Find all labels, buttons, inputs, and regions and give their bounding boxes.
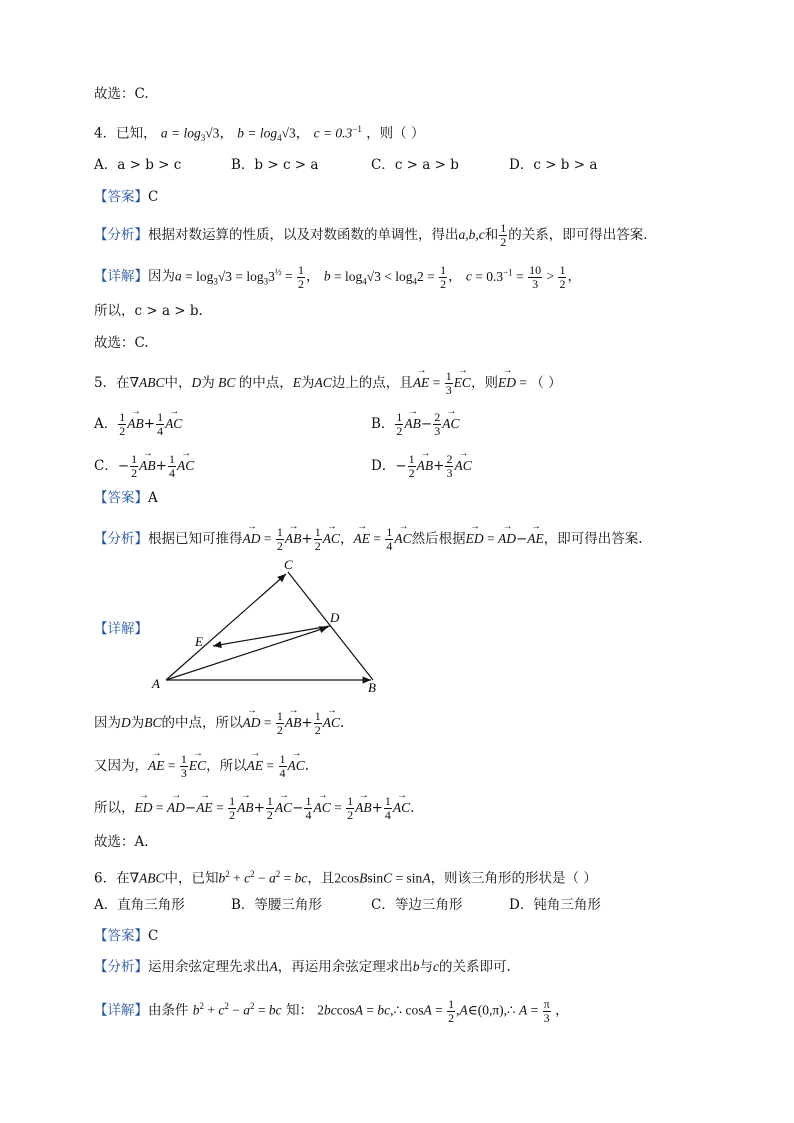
detail-4: 【详解】因为$a = \log_3√3 = \log_33^{\frac{1}{2}}$ = $\frac{1}{2}$ ， $b = \log_4√3 < \log_42$ = $\frac{1}{2}$ ， $c = 0.3^{-1}$ = $\frac{10}{3}$ > $\frac{1}{2}$ ， [94, 262, 581, 291]
option-c: C．等边三角形 [371, 897, 463, 913]
vector-ac [166, 574, 286, 680]
vector-ad [166, 627, 328, 680]
option-d: D．钝角三角形 [509, 897, 601, 913]
option-b: B． $\frac{1}{2}$ → AB− $\frac{2}{3}$ → AC [371, 411, 460, 438]
question-5: 5．在∇ABC中，D为 BC 的中点，E为AC边上的点，且→ AE = $\frac{1}{3}$ → EC，则→ ED = （ ） [94, 370, 562, 397]
select-4: 故选：C. [94, 335, 149, 351]
option-c: C．− $\frac{1}{2}$ → AB+ $\frac{1}{4}$ → AC [94, 453, 194, 480]
answer-4: 【答案】C [94, 189, 159, 205]
conclusion-4: 所以，c > a > b. [94, 303, 203, 319]
answer-select-line: 故选：C. [94, 86, 149, 102]
detail-5-tag: 【详解】 [94, 621, 148, 637]
detail-5-line2: 又因为，→ AE = $\frac{1}{3}$ → EC，所以→ AE = $\frac{1}{4}$ → AC. [94, 753, 309, 780]
analysis-6: 【分析】运用余弦定理先求出A，再运用余弦定理求出b与c的关系即可. [94, 959, 511, 975]
option-a: A．a > b > c [94, 157, 182, 173]
option-a: A．直角三角形 [94, 897, 185, 913]
label-d: D [330, 610, 340, 625]
detail-5-line1: 因为D为BC的中点，所以→ AD = $\frac{1}{2}$ → AB+ $\frac{1}{2}$ → AC. [94, 710, 344, 737]
analysis-4: 【分析】根据对数运算的性质，以及对数函数的单调性，得出a,b,c和 $\frac{1}{2}$ 的关系，即可得出答案. [94, 221, 648, 249]
detail-6: 【详解】由条件 $b^2 + c^2 - a^2$ = bc 知： 2bccosA = bc,∴ cosA = $\frac{1}{2}$ ,A∈(0,π),∴ A = $\frac{\pi}{3}$ ， [94, 996, 569, 1025]
segment-cb [288, 572, 373, 680]
option-c: C．c > a > b [371, 157, 459, 173]
select-5: 故选：A. [94, 834, 149, 850]
question-4: 4．已知， $a = \log_3√3$， $b = \log_4√3$， $c = 0.3^{-1}$ ，则（ ） [94, 124, 425, 144]
detail-5-line3: 所以，→ ED = → AD−→ AE = $\frac{1}{2}$ → AB+ $\frac{1}{2}$ → AC− $\frac{1}{4}$ → AC = $\frac{1}{2}$ → AB+ $\frac{1}{4}$ → AC. [94, 795, 414, 822]
label-e: E [195, 634, 203, 649]
option-d: D．c > b > a [509, 157, 598, 173]
option-a: A． $\frac{1}{2}$ → AB+ $\frac{1}{4}$ → AC [94, 411, 182, 438]
answer-tag: 【答案】 [94, 189, 148, 205]
detail-tag: 【详解】 [94, 268, 148, 285]
answer-6: 【答案】C [94, 928, 159, 944]
triangle-figure [148, 560, 388, 695]
question-6: 6．在∇ABC中，已知$b^2 + c^2 - a^2$ = bc，且2cosBsinC = sinA，则该三角形的形状是（ ） [94, 869, 597, 887]
option-b: B．b > c > a [231, 157, 319, 173]
label-b: B [368, 680, 376, 695]
option-d: D．− $\frac{1}{2}$ → AB+ $\frac{2}{3}$ → AC [371, 453, 472, 480]
label-a: A [152, 676, 160, 691]
answer-5: 【答案】A [94, 490, 158, 506]
analysis-5: 【分析】根据已知可推得→ AD = $\frac{1}{2}$ → AB+ $\frac{1}{2}$ → AC，→ AE = $\frac{1}{4}$ → AC然后根据→ ED = → AD−→ AE，即可得出答案. [94, 526, 643, 553]
option-b: B．等腰三角形 [231, 897, 322, 913]
analysis-tag: 【分析】 [94, 227, 148, 243]
label-c: C [284, 560, 293, 572]
vector-de [213, 626, 330, 646]
